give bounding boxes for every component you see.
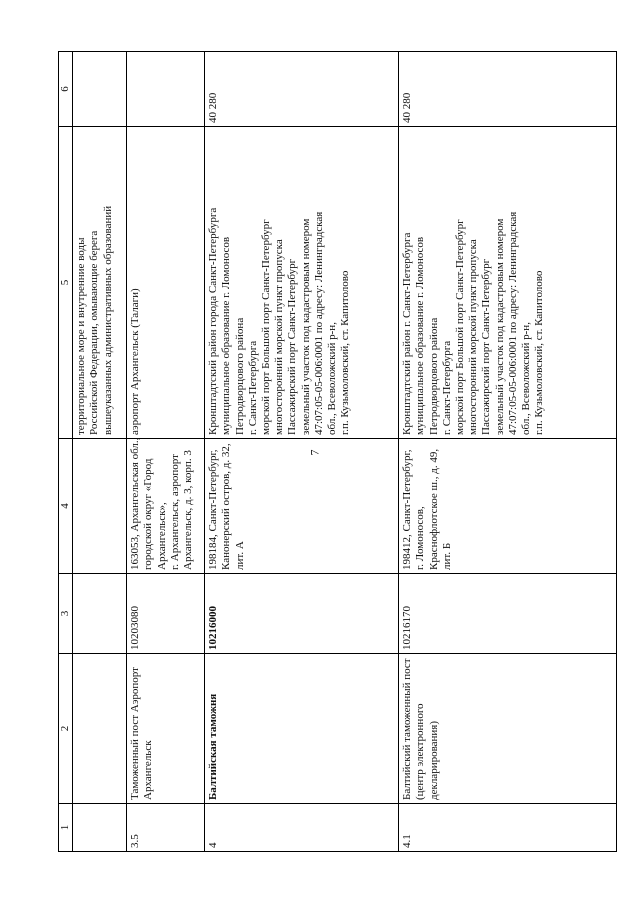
- description-line: г.п. Кузьмоловский, ст. Капитолово: [533, 270, 546, 435]
- description-line: обл., Всеволожский р-н,: [520, 322, 533, 435]
- table-row: [399, 52, 617, 852]
- address-cell: [127, 439, 205, 574]
- value-cell: 40 280: [399, 52, 617, 127]
- description-line: 47:07:05-05-006:0001 по адресу: Ленинградская: [312, 211, 325, 435]
- description-line: земельный участок под кадастровым номером: [299, 218, 312, 435]
- customs-name-cell: Таможенный пост Аэропорт Архангельск: [127, 654, 205, 804]
- address-line: г. Ломоносов,: [414, 506, 427, 570]
- description-line: Пассажирский порт Санкт-Петербург: [480, 258, 493, 435]
- address-line: Краснофлотское ш., д. 49,: [427, 448, 440, 570]
- description-cell: [127, 127, 205, 439]
- customs-name-cell: Балтийская таможня: [205, 654, 399, 804]
- address-line: Архангельск, д. 3, корп. 3: [182, 450, 195, 570]
- customs-name-cell: Балтийский таможенный пост (центр электронного декларирования): [399, 654, 617, 804]
- description-line: муниципальное образование г. Ломоносов: [414, 236, 427, 435]
- description-line: Петродворцового района: [233, 317, 246, 435]
- description-line: аэропорт Архангельск (Талаги): [129, 288, 142, 435]
- address-line: городской округ «Город: [142, 458, 155, 570]
- code-cell: 10203080: [127, 574, 205, 654]
- description-line: 47:07:05-05-006:0001 по адресу: Ленинградская: [506, 211, 519, 435]
- description-line: Пассажирский порт Санкт-Петербург: [286, 258, 299, 435]
- description-line: Кронштадтский район города Санкт-Петербурга: [207, 207, 220, 435]
- description-line: морской порт Большой порт Санкт-Петербург: [454, 219, 467, 435]
- column-number: 1: [59, 804, 73, 852]
- code-cell: 10216170: [399, 574, 617, 654]
- address-line: г. Архангельск, аэропорт: [168, 454, 181, 570]
- code-cell: 10216000: [205, 574, 399, 654]
- address-line: лит. Б: [440, 542, 453, 570]
- value-cell: [127, 52, 205, 127]
- description-line: территориальное море и внутренние воды: [75, 237, 88, 435]
- address-cell: [399, 439, 617, 574]
- column-number: 6: [59, 52, 73, 127]
- description-cell: [399, 127, 617, 439]
- row-number-cell: [73, 804, 127, 852]
- table-row: [73, 52, 127, 852]
- address-line: 198184, Санкт-Петербург,: [207, 449, 220, 570]
- address-line: 163053, Архангельская обл.,: [129, 437, 142, 570]
- address-line: лит. А: [233, 541, 246, 570]
- description-line: вышеуказанных административных образований: [101, 205, 114, 435]
- address-cell: [205, 439, 399, 574]
- column-number: 5: [59, 127, 73, 439]
- description-line: морской порт Большой порт Санкт-Петербург: [260, 219, 273, 435]
- description-line: Кронштадтский район г. Санкт-Петербурга: [401, 232, 414, 435]
- description-line: муниципальное образование г. Ломоносов: [220, 236, 233, 435]
- rotated-table-container: [58, 52, 620, 852]
- page-number: 7: [307, 449, 322, 456]
- value-cell: [73, 52, 127, 127]
- description-line: Петродворцового района: [427, 317, 440, 435]
- description-line: обл., Всеволожский р-н,: [326, 322, 339, 435]
- table-row: [127, 52, 205, 852]
- row-number-cell: 4.1: [399, 804, 617, 852]
- description-cell: [205, 127, 399, 439]
- customs-table: [58, 51, 617, 852]
- customs-name-cell: [73, 654, 127, 804]
- column-number: 3: [59, 574, 73, 654]
- description-line: многосторонний морской пункт пропуска: [273, 239, 286, 435]
- description-line: Российской Федерации, омывающие берега: [88, 230, 101, 435]
- value-cell: 40 280: [205, 52, 399, 127]
- address-line: Канонерский остров, д. 32,: [220, 443, 233, 570]
- row-number-cell: 4: [205, 804, 399, 852]
- description-cell: [73, 127, 127, 439]
- address-line: 198412, Санкт-Петербург,: [401, 449, 414, 570]
- address-cell: [73, 439, 127, 574]
- description-line: г. Санкт-Петербурга: [440, 340, 453, 435]
- code-cell: [73, 574, 127, 654]
- column-number: 4: [59, 439, 73, 574]
- description-line: г.п. Кузьмоловский, ст. Капитолово: [339, 270, 352, 435]
- description-line: многосторонний морской пункт пропуска: [467, 239, 480, 435]
- description-line: земельный участок под кадастровым номером: [493, 218, 506, 435]
- row-number-cell: 3.5: [127, 804, 205, 852]
- table-row: [205, 52, 399, 852]
- column-number: 2: [59, 654, 73, 804]
- address-line: Архангельск»,: [155, 502, 168, 570]
- column-number-row: [59, 52, 73, 852]
- description-line: г. Санкт-Петербурга: [246, 340, 259, 435]
